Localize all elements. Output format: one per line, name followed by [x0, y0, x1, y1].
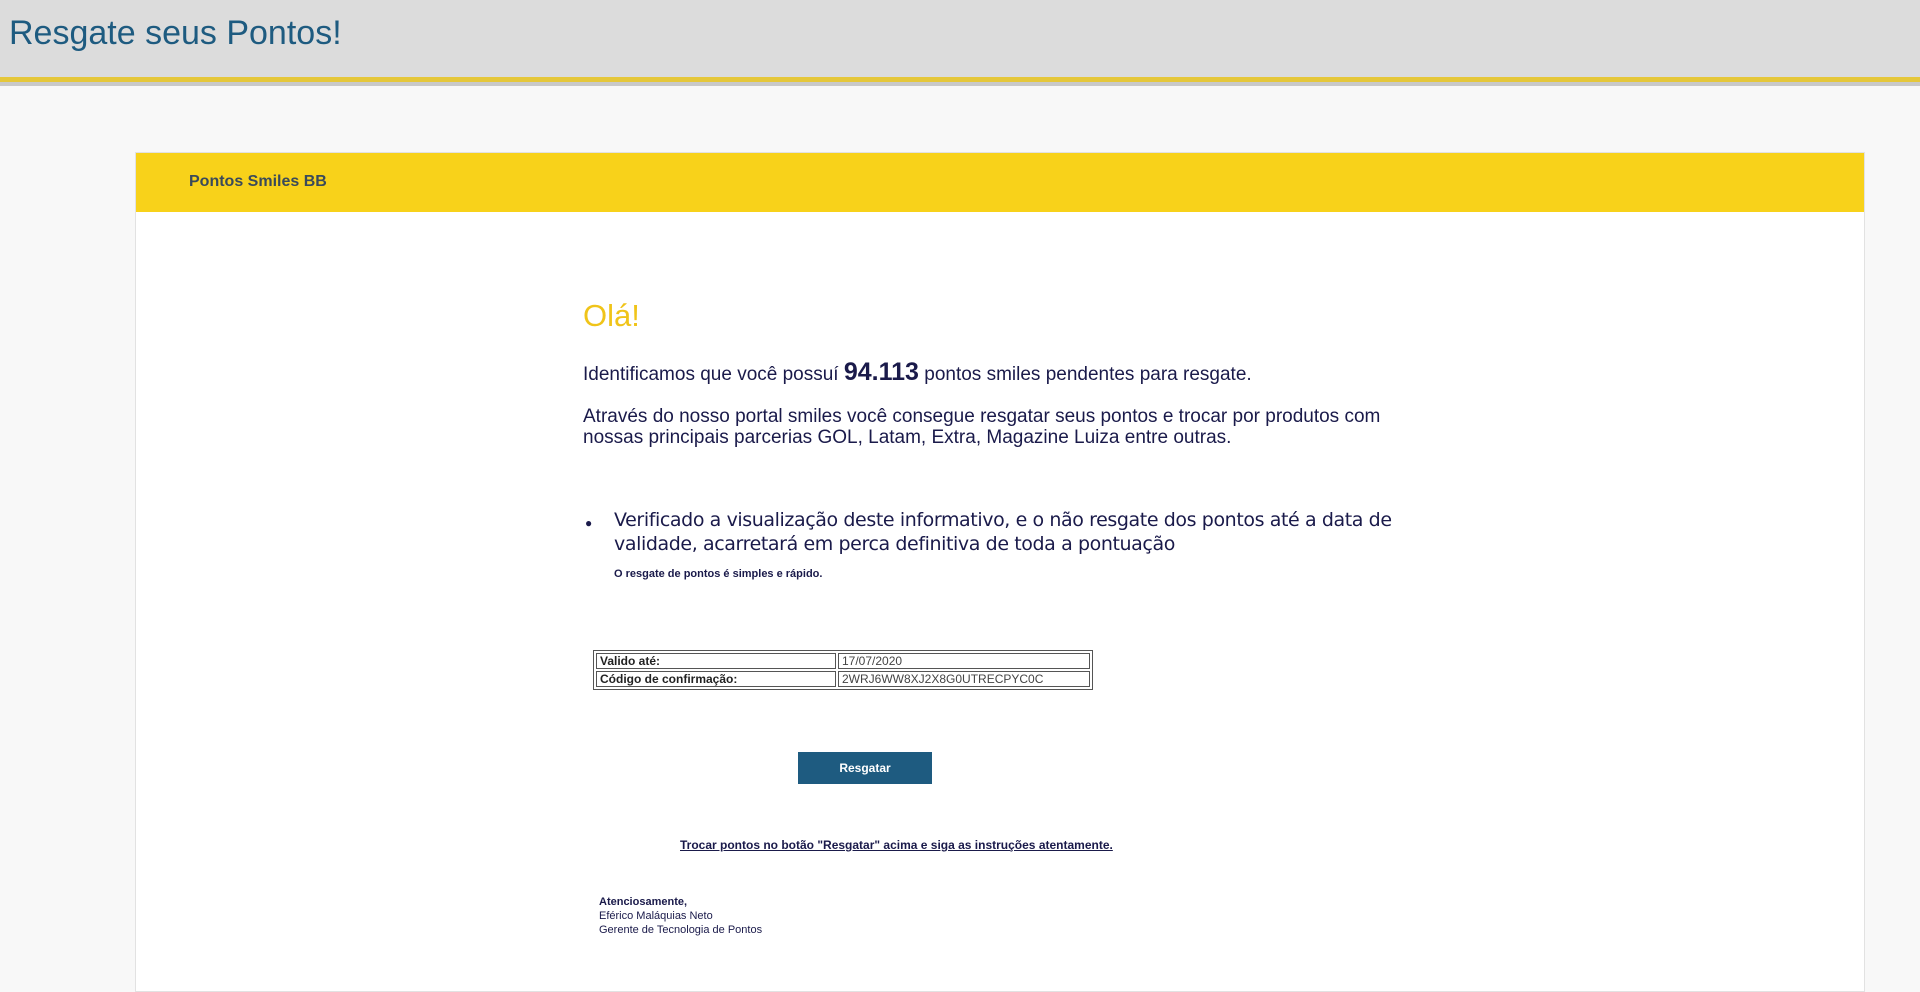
- greeting: Olá!: [583, 298, 640, 333]
- signature-closing: Atenciosamente,: [599, 896, 688, 908]
- table-cell-label: Valido até:: [596, 653, 836, 669]
- signature-name: Eférico Maláquias Neto: [599, 910, 713, 922]
- portal-paragraph: Através do nosso portal smiles você consegue resgatar seus pontos e trocar por produtos com nossas principais parcerias GOL, Latam, Extra, Magazine Luiza entre outras.: [583, 406, 1381, 448]
- points-sentence-prefix: Identificamos que você possuí: [583, 364, 844, 385]
- main-card: [135, 152, 1865, 992]
- bullet-icon: ●: [585, 516, 593, 530]
- points-sentence: [583, 358, 1252, 387]
- points-sentence-suffix: pontos smiles pendentes para resgate.: [918, 364, 1252, 385]
- validity-table: [593, 650, 1093, 690]
- table-cell-value: 17/07/2020: [838, 653, 1090, 669]
- simple-note: O resgate de pontos é simples e rápido.: [614, 568, 823, 580]
- table-cell-value: 2WRJ6WW8XJ2X8G0UTRECPYC0C: [838, 671, 1090, 687]
- signature: [599, 895, 762, 937]
- points-value: 94.113: [843, 358, 919, 386]
- instructions-link[interactable]: Trocar pontos no botão "Resgatar" acima e siga as instruções atentamente.: [680, 838, 1113, 852]
- table-row: [596, 671, 1090, 687]
- warning-text: Verificado a visualização deste informativo, e o não resgate dos pontos até a data de validade, acarretará em perca definitiva de toda a pontuação: [614, 509, 1392, 555]
- card-title: Pontos Smiles BB: [189, 173, 327, 190]
- card-header: [136, 153, 1864, 212]
- page-title: Resgate seus Pontos!: [9, 14, 342, 52]
- table-row: [596, 653, 1090, 669]
- redeem-button[interactable]: Resgatar: [798, 752, 932, 784]
- header-stripe-grey: [0, 82, 1920, 86]
- signature-role: Gerente de Tecnologia de Pontos: [599, 924, 763, 936]
- table-cell-label: Código de confirmação:: [596, 671, 836, 687]
- top-bar: [0, 0, 1920, 77]
